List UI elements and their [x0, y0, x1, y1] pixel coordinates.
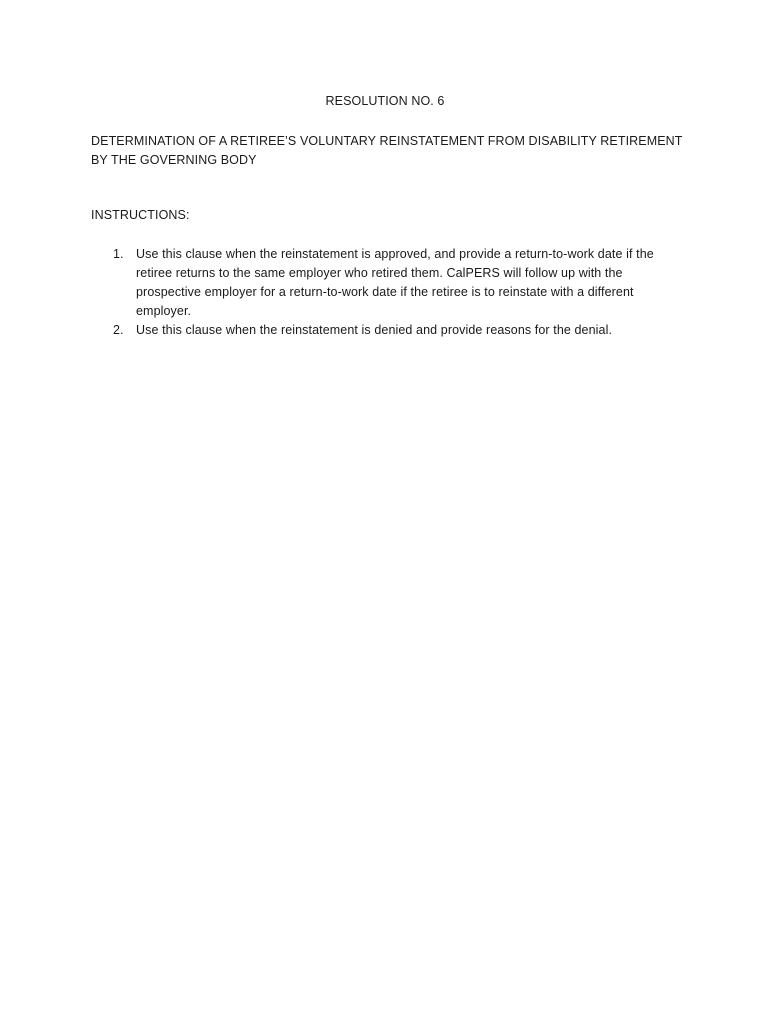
- instruction-list: [91, 245, 691, 340]
- instruction-text: Use this clause when the reinstatement is denied and provide reasons for the denial.: [136, 323, 613, 337]
- instruction-item: [91, 321, 691, 340]
- instruction-number: 2.: [113, 323, 124, 337]
- instruction-item: [91, 245, 691, 321]
- instruction-text: Use this clause when the reinstatement is approved, and provide a return-to-work date if the retiree returns to the same employer who retired them. CalPERS will follow up with the prospective employer for a return-to-work date if the retiree is to reinstate with a different employer.: [136, 247, 654, 318]
- document-heading: DETERMINATION OF A RETIREE’S VOLUNTARY REINSTATEMENT FROM DISABILITY RETIREMENT BY THE GOVERNING BODY: [91, 134, 683, 167]
- instructions-label: INSTRUCTIONS:: [91, 208, 190, 222]
- document-title: RESOLUTION NO. 6: [325, 94, 445, 108]
- instruction-number: 1.: [113, 247, 124, 261]
